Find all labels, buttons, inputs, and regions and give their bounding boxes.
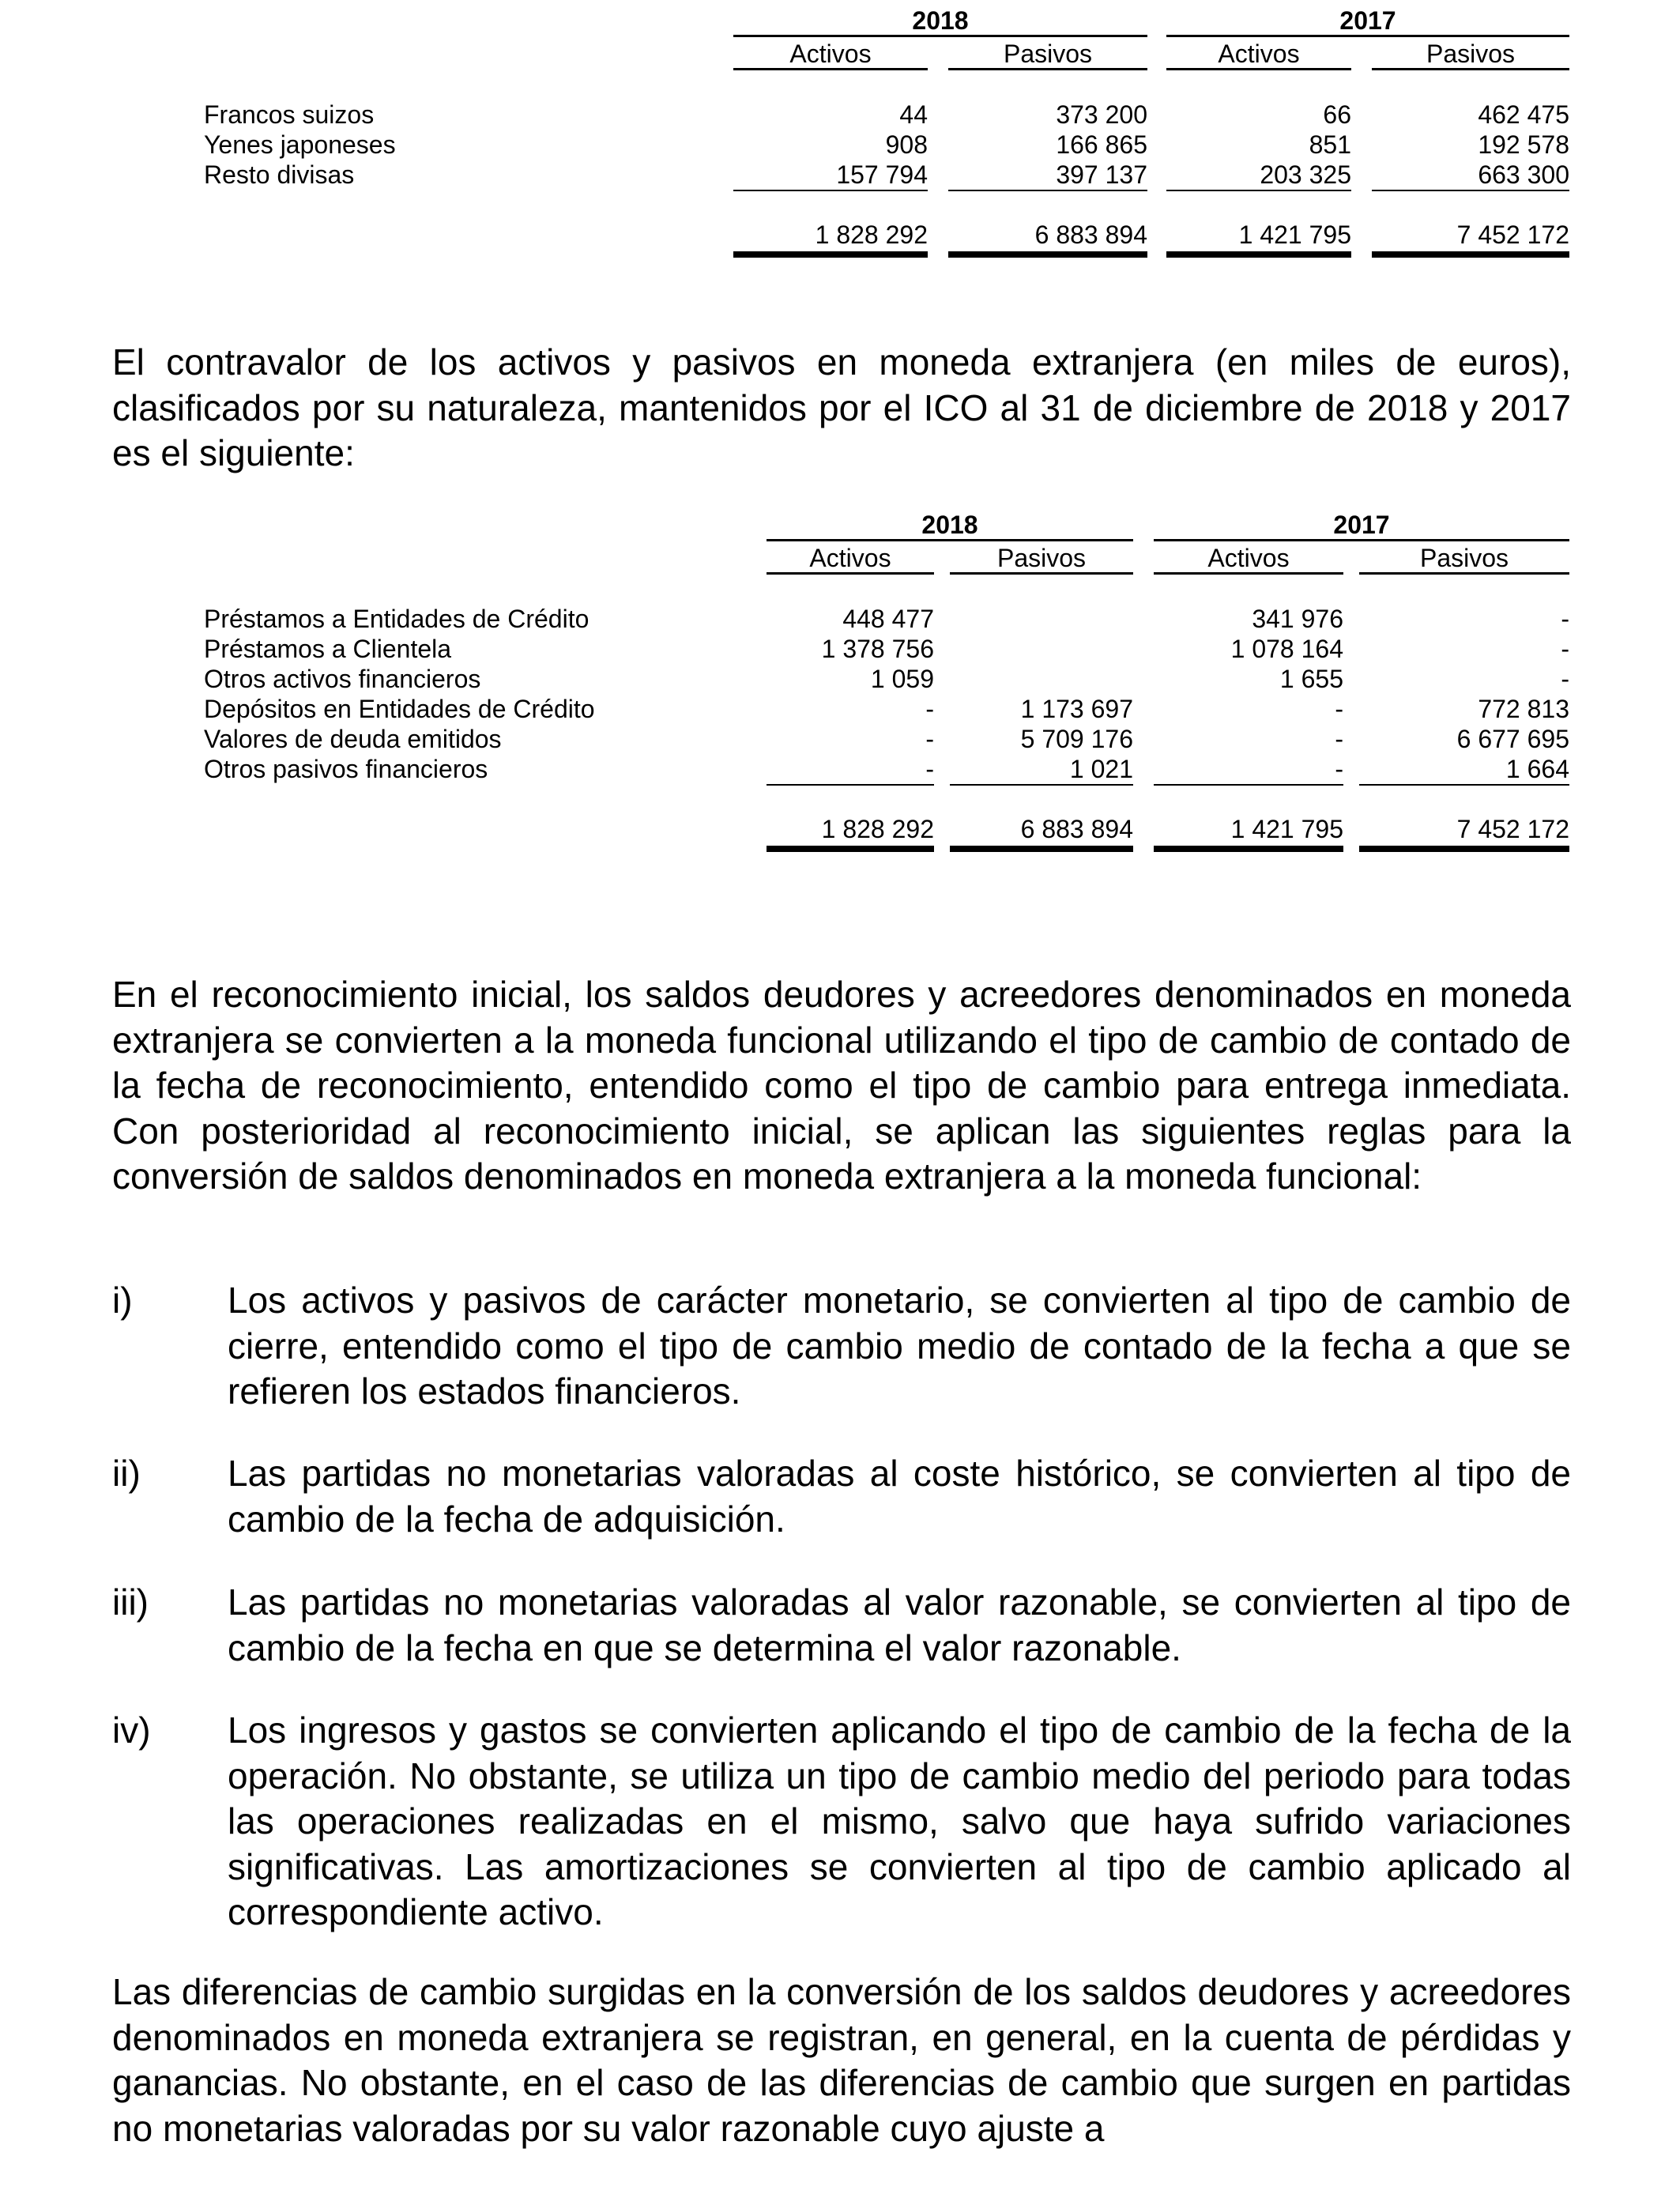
total-cell: 6 883 894: [1034, 221, 1147, 249]
cell: 66: [1323, 100, 1351, 129]
row-label: Valores de deuda emitidos: [204, 725, 502, 753]
col-activos-2017: Activos: [1207, 544, 1290, 572]
total-cell: 1 421 795: [1238, 221, 1351, 249]
cell: 44: [899, 100, 928, 129]
subtotal-rule: [948, 190, 1147, 191]
row-label: Depósitos en Entidades de Crédito: [204, 695, 595, 723]
total-rule: [1154, 846, 1343, 852]
rule-year-2018: [767, 539, 1133, 541]
total-cell: 1 828 292: [815, 221, 928, 249]
col-activos-2018: Activos: [789, 40, 872, 68]
subtotal-rule: [1359, 784, 1569, 786]
cell: 166 865: [1056, 130, 1147, 159]
subtotal-rule: [733, 190, 928, 191]
cell: 341 976: [1252, 605, 1343, 633]
cell: 1 378 756: [821, 635, 934, 663]
col-activos-2017: Activos: [1218, 40, 1300, 68]
list-item-text: Los activos y pasivos de carácter monetario, se convierten al tipo de cambio de cierre, entendido como el tipo de cambio medio de contado de la fecha a que se refieren los estados financieros.: [228, 1280, 1571, 1412]
total-cell: 6 883 894: [1020, 815, 1133, 843]
list-item-text: Los ingresos y gastos se convierten aplicando el tipo de cambio de la fecha de la operación. No obstante, se utiliza un tipo de cambio medio del periodo para todas las operaciones realizadas en el mismo, salvo que haya sufrido variaciones significativas. Las amortizaciones se convierten al tipo de cambio aplicado al correspondiente activo.: [228, 1710, 1571, 1932]
rule-col: [1166, 68, 1351, 70]
col-pasivos-2018: Pasivos: [996, 544, 1087, 572]
subtotal-rule: [767, 784, 934, 786]
cell: 851: [1309, 130, 1351, 159]
col-pasivos-2018: Pasivos: [1003, 40, 1093, 68]
cell: -: [1335, 695, 1343, 723]
cell: 462 475: [1478, 100, 1569, 129]
cell: -: [925, 725, 934, 753]
total-rule: [1372, 251, 1569, 258]
cell: -: [1561, 605, 1569, 633]
cell: 373 200: [1056, 100, 1147, 129]
total-rule: [948, 251, 1147, 258]
cell: 397 137: [1056, 160, 1147, 189]
total-rule: [1359, 846, 1569, 852]
list-item-text: Las partidas no monetarias valoradas al valor razonable, se convierten al tipo de cambio de la fecha en que se determina el valor razonable.: [228, 1581, 1571, 1668]
total-cell: 1 828 292: [821, 815, 934, 843]
row-label: Francos suizos: [204, 100, 375, 129]
year-2017-header: 2017: [1339, 6, 1396, 35]
exchange-differences-paragraph: Las diferencias de cambio surgidas en la conversión de los saldos deudores y acreedores denominados en moneda extranjera se registran, en general, en la cuenta de pérdidas y ganancias. No obstante, en el caso de las diferencias de cambio que surgen en partidas no monetarias valoradas por su valor razonable cuyo ajuste a: [112, 1971, 1571, 2149]
rule-col: [1372, 68, 1569, 70]
cell: 1 664: [1505, 755, 1569, 783]
cell: 157 794: [836, 160, 928, 189]
rule-col: [950, 572, 1133, 575]
rule-year-2017: [1166, 35, 1569, 37]
cell: 663 300: [1478, 160, 1569, 189]
rule-year-2018: [733, 35, 1147, 37]
cell: 448 477: [842, 605, 934, 633]
cell: 192 578: [1478, 130, 1569, 159]
total-cell: 7 452 172: [1456, 815, 1569, 843]
col-pasivos-2017: Pasivos: [1419, 544, 1509, 572]
rule-col: [767, 572, 934, 575]
subtotal-rule: [1166, 190, 1351, 191]
cell: 1 173 697: [1020, 695, 1133, 723]
total-rule: [1166, 251, 1351, 258]
list-item-marker: ii): [112, 1453, 141, 1494]
row-label: Préstamos a Entidades de Crédito: [204, 605, 590, 633]
list-item-text: Las partidas no monetarias valoradas al coste histórico, se convierten al tipo de cambio de la fecha de adquisición.: [228, 1453, 1571, 1540]
col-activos-2018: Activos: [809, 544, 891, 572]
rule-year-2017: [1154, 539, 1569, 541]
list-item-marker: iii): [112, 1581, 149, 1623]
total-cell: 1 421 795: [1230, 815, 1343, 843]
intro-paragraph: El contravalor de los activos y pasivos en moneda extranjera (en miles de euros), clasificados por su naturaleza, mantenidos por el ICO al 31 de diciembre de 2018 y 2017 es el siguiente:: [112, 341, 1571, 473]
cell: -: [925, 695, 934, 723]
col-pasivos-2017: Pasivos: [1426, 40, 1516, 68]
cell: -: [925, 755, 934, 783]
rule-col: [1359, 572, 1569, 575]
row-label: Resto divisas: [204, 160, 355, 189]
cell: -: [1335, 755, 1343, 783]
row-label: Préstamos a Clientela: [204, 635, 452, 663]
subtotal-rule: [1154, 784, 1343, 786]
total-rule: [950, 846, 1133, 852]
subtotal-rule: [950, 784, 1133, 786]
list-item-marker: i): [112, 1280, 133, 1321]
year-2017-header: 2017: [1333, 511, 1390, 539]
cell: 908: [885, 130, 928, 159]
year-2018-header: 2018: [912, 6, 969, 35]
cell: 1 021: [1069, 755, 1133, 783]
rule-col: [1154, 572, 1343, 575]
row-label: Otros pasivos financieros: [204, 755, 488, 783]
row-label: Otros activos financieros: [204, 665, 481, 693]
row-label: Yenes japoneses: [204, 130, 396, 159]
total-rule: [767, 846, 934, 852]
rule-col: [733, 68, 928, 70]
subtotal-rule: [1372, 190, 1569, 191]
total-cell: 7 452 172: [1456, 221, 1569, 249]
year-2018-header: 2018: [921, 511, 978, 539]
cell: 6 677 695: [1456, 725, 1569, 753]
cell: 203 325: [1260, 160, 1351, 189]
cell: 5 709 176: [1020, 725, 1133, 753]
cell: 1 078 164: [1230, 635, 1343, 663]
cell: 1 655: [1279, 665, 1343, 693]
total-rule: [733, 251, 928, 258]
cell: 772 813: [1478, 695, 1569, 723]
cell: 1 059: [870, 665, 934, 693]
recognition-paragraph: En el reconocimiento inicial, los saldos deudores y acreedores denominados en moneda extranjera se convierten a la moneda funcional utilizando el tipo de cambio de contado de la fecha de reconocimiento, entendido como el tipo de cambio para entrega inmediata. Con posterioridad al reconocimiento inicial, se aplican las siguientes reglas para la conversión de saldos denominados en moneda extranjera a la moneda funcional:: [112, 974, 1571, 1197]
list-item-marker: iv): [112, 1710, 151, 1751]
cell: -: [1335, 725, 1343, 753]
cell: -: [1561, 665, 1569, 693]
rule-col: [948, 68, 1147, 70]
cell: -: [1561, 635, 1569, 663]
